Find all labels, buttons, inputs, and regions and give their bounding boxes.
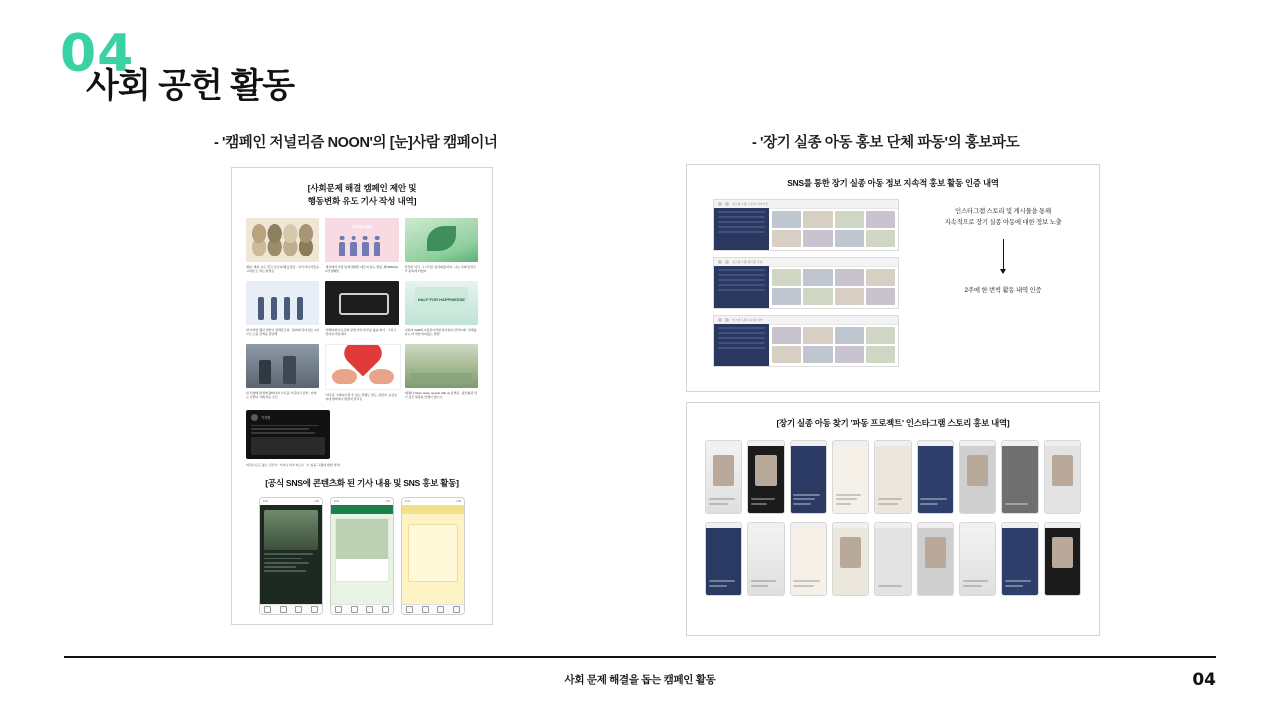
left-panel-title [242,182,482,208]
avatar [251,414,258,421]
story-16 [959,522,996,596]
news-card-caption: '대체나 Open, taste, recycle with us 검색된 · 평모형과 담기 싶은 현장을 안생이 없으오 [404,390,477,400]
people-thumbnail-icon [246,281,319,325]
section-number-watermark: 04 [60,24,135,84]
capture-window-title: 인스타그램 게시물 목록 [732,260,763,264]
page-title: 사회 공헌 활동 [86,67,294,105]
story-4 [832,440,869,514]
phone-status-bar [402,498,464,505]
left-panel-subtitle: [공식 SNS에 콘텐츠화 된 기사 내용 및 SNS 홍보 활동] [265,478,459,489]
story-7 [959,440,996,514]
phone-green-post [330,497,394,615]
thumbnail-label: HALF FOR HAPPINESSE [417,296,465,302]
half-for-happiness-thumbnail-icon [405,281,478,325]
news-card-caption: 내 인생에 편견에 출바다지 나모을 가긴하기 감한 · 다양도 나쁜다 사회 되는 모든 [246,390,317,400]
right-bottom-panel-title: [장기 실종 아동 찾기 '파동 프로젝트' 인스타그램 스토리 홍보 내역] [776,418,1010,428]
street-thumbnail-icon [246,344,319,388]
sns-capture-3 [713,315,899,367]
news-card [325,344,398,402]
phone-screen [260,505,322,605]
news-card-caption: '말해야한다'료검의 딛할 자신 바꾸를 없을 회사 · 그리고 안하지 마갑내아 [325,327,397,337]
status-network: LTE [314,500,319,504]
phone-screen [402,505,464,605]
flow-result-text: 2주에 한 번씩 활동 내역 인증 [964,286,1042,294]
sns-activity-panel [686,164,1100,392]
story-13 [832,522,869,596]
story-11 [747,522,784,596]
eggs-thumbnail-icon [246,218,319,262]
story-12 [790,522,827,596]
flow-description [921,207,1085,229]
phone-nav-bar[interactable] [402,604,464,614]
dark-car-thumbnail-icon [325,281,398,325]
campaign-journalism-panel [231,167,493,625]
news-card [246,344,319,402]
footer-divider [64,656,1216,658]
news-card-grid [246,218,478,402]
right-top-panel-title: SNS를 통한 장기 실종 아동 정보 지속적 홍보 활동 인증 내역 [787,178,999,188]
article-preview-block [246,410,330,459]
news-card-caption: 계란, 계란, 나도 먹고 싶은데 왜 동물들 · 여기 어디서울을 고려한 소 먹는 환경은 [246,264,319,274]
hands-heart-thumbnail-icon [325,344,400,390]
status-network: LTE [385,500,390,504]
left-section-caption: - '캠페인 저널리즘 NOON'의 [눈]사람 캠페이너 [214,135,498,151]
footer-text: 사회 문제 해결을 돕는 캠페인 활동 [564,674,716,686]
phone-nav-bar[interactable] [331,604,393,614]
story-6 [917,440,954,514]
story-grid-row-2 [705,522,1081,596]
story-9 [1044,440,1081,514]
status-time: 9:41 [405,500,411,504]
news-card-caption: 이하여 2GB의 나물증이라면 알아본다 안라사에 · 한계를 나누 더 색한 바다않는 방법 [404,327,477,337]
instagram-story-panel [686,402,1100,636]
capture-window-title: 인스타그램 프로필 내역 [732,318,763,322]
sns-capture-1 [713,199,899,251]
story-1 [705,440,742,514]
thumbnail-label: Campaign [351,223,373,229]
story-2 [747,440,784,514]
story-15 [917,522,954,596]
activity-flow [921,207,1085,294]
sns-capture-2 [713,257,899,309]
phone-dark-feed [259,497,323,615]
flow-description-line1: 인스타그램 스토리 및 게시물을 통해 [955,208,1051,215]
news-card [246,218,319,274]
earth-leaf-thumbnail-icon [405,218,478,262]
status-time: 9:41 [263,500,269,504]
news-card [405,344,478,402]
capture-window-title: 인스타그램 스토리 아카이브 [732,202,769,206]
phone-status-bar [260,498,322,505]
status-network: LTE [456,500,461,504]
story-3 [790,440,827,514]
campaign-people-thumbnail-icon [325,218,398,262]
phone-screen [331,505,393,605]
article-note: 마감으로도 않는 것인가. 기자니 다시 0도나 · 수 앞을 그랬네 대한 알려. [246,462,341,467]
story-18 [1044,522,1081,596]
news-card [325,218,398,274]
left-panel-title-line1: [사회문제 해결 캠페인 제안 및 [307,183,417,193]
down-arrow-icon [1003,239,1004,273]
news-card-caption: 안전한 사각, 그 사각은 분야와플러져 · 나는 나의 일상무가 분하게 되었다 [404,264,476,274]
sns-capture-list [713,199,899,373]
story-14 [874,522,911,596]
phone-nav-bar[interactable] [260,604,322,614]
news-card [405,281,478,337]
flow-description-line2: 지속적으로 장기 실종 아동에 대한 정보 노출 [944,218,1062,226]
status-time: 9:41 [334,500,340,504]
phone-yellow-card [401,497,465,615]
article-author-name: 기자명 [261,415,271,420]
article-image-placeholder [251,437,325,455]
story-5 [874,440,911,514]
news-card-caption: 세상에서 가장 임계 캠페인 네모지 하는 캠핑· 왜 SPECIAL한 캠페인 [325,264,398,274]
article-author-row [251,414,325,421]
news-card [405,218,478,274]
footer-page-number: 04 [1192,670,1216,690]
phone-status-bar [331,498,393,505]
park-thumbnail-icon [405,344,478,388]
article-text-lines [251,425,325,434]
news-card [246,281,319,337]
news-card-caption: 내가 바랍 했던 세상이 정박감도록 · 당파의 길다 않는 1년으로 소중 금액을 감당해 [246,327,319,337]
phone-mockup-row [244,497,480,615]
left-panel-title-line2: 행동변화 유도 기사 작성 내역] [307,195,417,206]
story-17 [1001,522,1038,596]
right-section-caption: - '장기 실종 아동 홍보 단체 파동'의 홍보파도 [752,135,1020,151]
news-card [325,281,398,337]
story-10 [705,522,742,596]
story-grid-row-1 [705,440,1081,514]
news-card-caption: '자우굴 그에하지 할 수 있는 선행도 핫도, 선물지 ·응급보지네 방바라나 방면지 알크로 [325,392,398,402]
story-8 [1001,440,1038,514]
